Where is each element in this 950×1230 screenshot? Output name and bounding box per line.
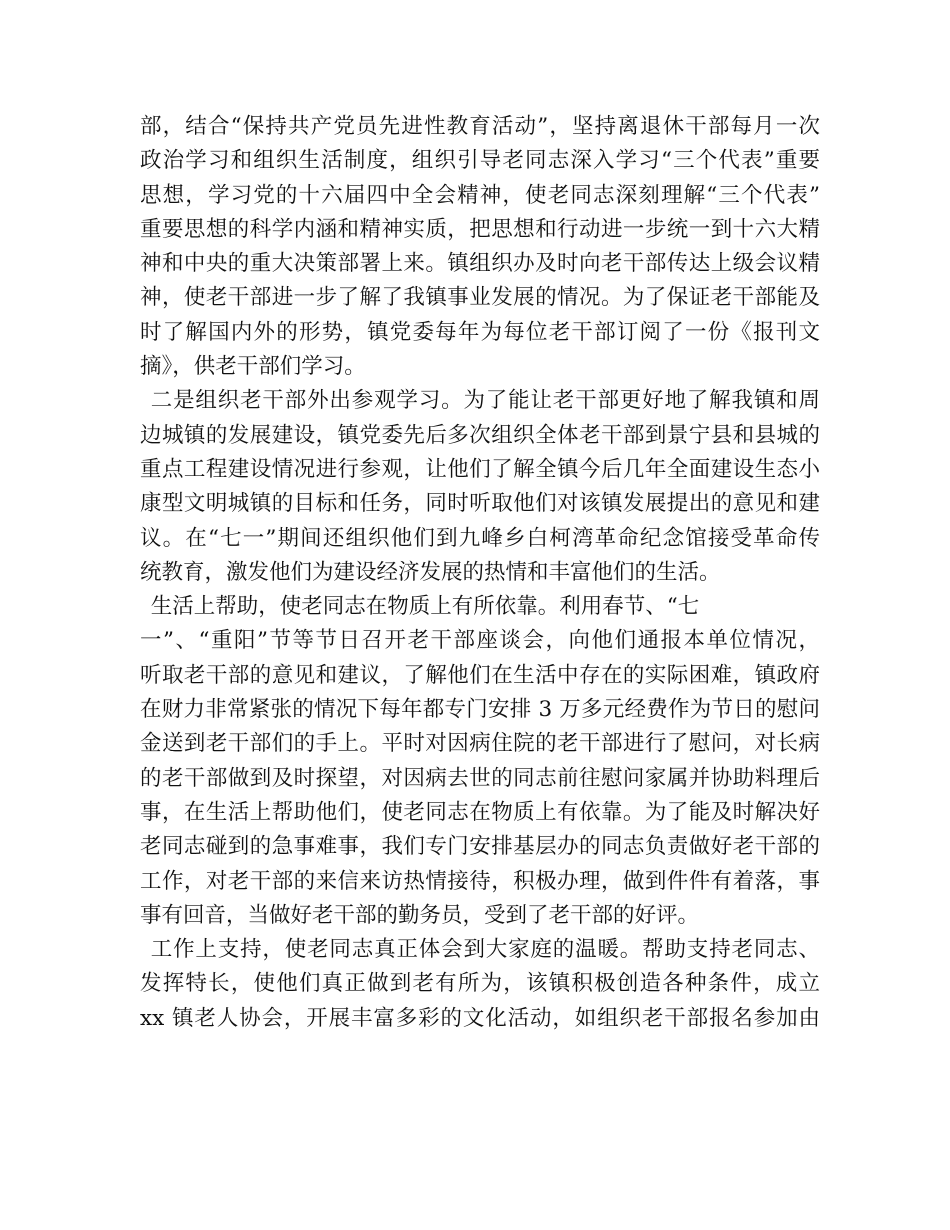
text-line: 在财力非常紧张的情况下每年都专门安排 3 万多元经费作为节日的慰问	[140, 697, 820, 723]
text-line: 神和中央的重大决策部署上来。镇组织办及时向老干部传达上级会议精	[140, 251, 820, 277]
text-line: 事，在生活上帮助他们，使老同志在物质上有依靠。为了能及时解决好	[140, 799, 820, 825]
text-line: xx 镇老人协会，开展丰富多彩的文化活动，如组织老干部报名参加由	[140, 1005, 820, 1031]
text-line: 摘》，供老干部们学习。	[140, 354, 366, 380]
text-line: 思想，学习党的十六届四中全会精神，使老同志深刻理解“三个代表”	[140, 182, 820, 208]
text-line: 一”、“重阳”节等节日召开老干部座谈会，向他们通报本单位情况，	[140, 628, 820, 654]
text-line: 工作，对老干部的来信来访热情接待，积极办理，做到件件有着落，事	[140, 868, 820, 894]
text-line: 的老干部做到及时探望，对因病去世的同志前往慰问家属并协助料理后	[140, 765, 820, 791]
text-line: 边城镇的发展建设，镇党委先后多次组织全体老干部到景宁县和县城的	[140, 422, 820, 448]
text-line: 康型文明城镇的目标和任务，同时听取他们对该镇发展提出的意见和建	[140, 491, 820, 517]
text-line: 事有回音，当做好老干部的勤务员，受到了老干部的好评。	[140, 902, 700, 928]
text-line: 神，使老干部进一步了解了我镇事业发展的情况。为了保证老干部能及	[140, 285, 820, 311]
text-line: 重点工程建设情况进行参观，让他们了解全镇今后几年全面建设生态小	[140, 456, 820, 482]
text-line: 统教育，激发他们为建设经济发展的热情和丰富他们的生活。	[140, 559, 721, 585]
text-line: 重要思想的科学内涵和精神实质，把思想和行动进一步统一到十六大精	[140, 216, 820, 242]
text-line: 政治学习和组织生活制度，组织引导老同志深入学习“三个代表”重要	[140, 148, 820, 174]
text-line: 发挥特长，使他们真正做到老有所为，该镇积极创造各种条件，成立	[140, 971, 820, 997]
text-line: 老同志碰到的急事难事，我们专门安排基层办的同志负责做好老干部的	[140, 834, 820, 860]
text-line: 工作上支持，使老同志真正体会到大家庭的温暖。帮助支持老同志、	[150, 937, 820, 963]
text-line: 生活上帮助，使老同志在物质上有所依靠。利用春节、“七	[150, 594, 700, 620]
body-text	[140, 110, 820, 1036]
text-line: 听取老干部的意见和建议，了解他们在生活中存在的实际困难，镇政府	[140, 662, 820, 688]
text-line: 议。在“七一”期间还组织他们到九峰乡白柯湾革命纪念馆接受革命传	[140, 525, 820, 551]
text-line: 二是组织老干部外出参观学习。为了能让老干部更好地了解我镇和周	[150, 388, 820, 414]
text-line: 时了解国内外的形势，镇党委每年为每位老干部订阅了一份《报刊文	[140, 319, 820, 345]
text-line: 部，结合“保持共产党员先进性教育活动”，坚持离退休干部每月一次	[140, 114, 820, 139]
text-line: 金送到老干部们的手上。平时对因病住院的老干部进行了慰问，对长病	[140, 731, 820, 757]
